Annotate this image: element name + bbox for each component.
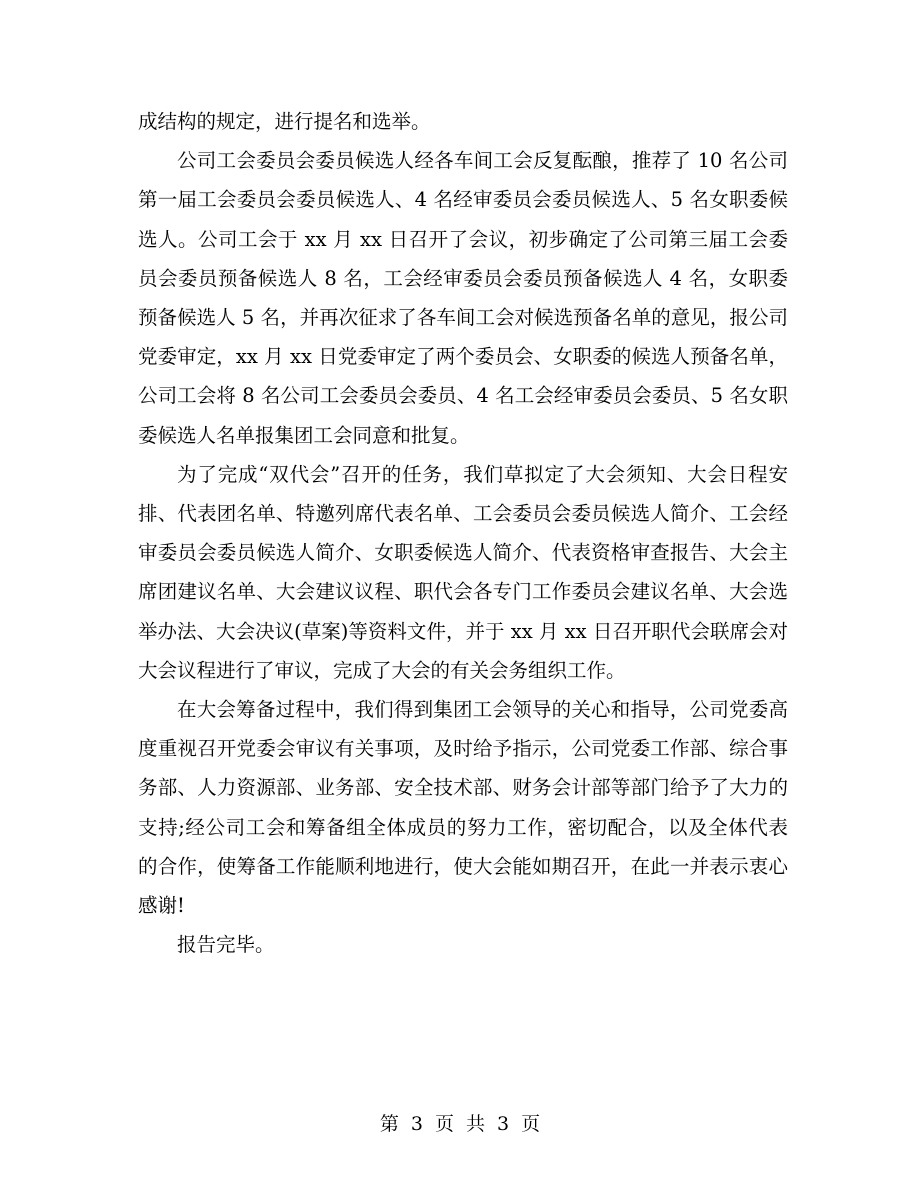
paragraph-candidates: 公司工会委员会委员候选人经各车间工会反复酝酿，推荐了 10 名公司第一届工会委员会委员候选人、4 名经审委员会委员候选人、5 名女职委候选人。公司工会于 xx 月 xx 日召开了会议，初步确定了公司第三届工会委员会委员预备候选人 8 名，工会经审委员会委员预备候选人 4 名，女职委预备候选人 5 名，并再次征求了各车间工会对候选预备名单的意见，报公司党委审定，xx 月 xx 日党委审定了两个委员会、女职委的候选人预备名单，公司工会将 8 名公司工会委员会委员、4 名工会经审委员会委员、5 名女职委候选人名单报集团工会同意和批复。 <box>138 149 788 447</box>
paragraph-preparation-documents: 为了完成“双代会”召开的任务，我们草拟定了大会须知、大会日程安排、代表团名单、特邀列席代表名单、工会委员会委员候选人简介、工会经审委员会委员候选人简介、女职委候选人简介、代表资格审查报告、大会主席团建议名单、大会建议议程、职代会各专门工作委员会建议名单、大会选举办法、大会决议(草案)等资料文件，并于 xx 月 xx 日召开职代会联席会对大会议程进行了审议，完成了大会的有关会务组织工作。 <box>138 462 788 682</box>
paragraph-continuation: 成结构的规定，进行提名和选举。 <box>138 110 431 133</box>
paragraph-closing: 报告完毕。 <box>177 933 275 957</box>
document-body <box>138 102 788 964</box>
page-footer: 第 3 页 共 3 页 <box>379 1113 541 1135</box>
paragraph-acknowledgements: 在大会筹备过程中，我们得到集团工会领导的关心和指导，公司党委高度重视召开党委会审议有关事项，及时给予指示，公司党委工作部、综合事务部、人力资源部、业务部、安全技术部、财务会计部等部门给予了大力的支持;经公司工会和筹备组全体成员的努力工作，密切配合，以及全体代表的合作，使筹备工作能顺利地进行，使大会能如期召开，在此一并表示衷心感谢! <box>138 698 788 918</box>
